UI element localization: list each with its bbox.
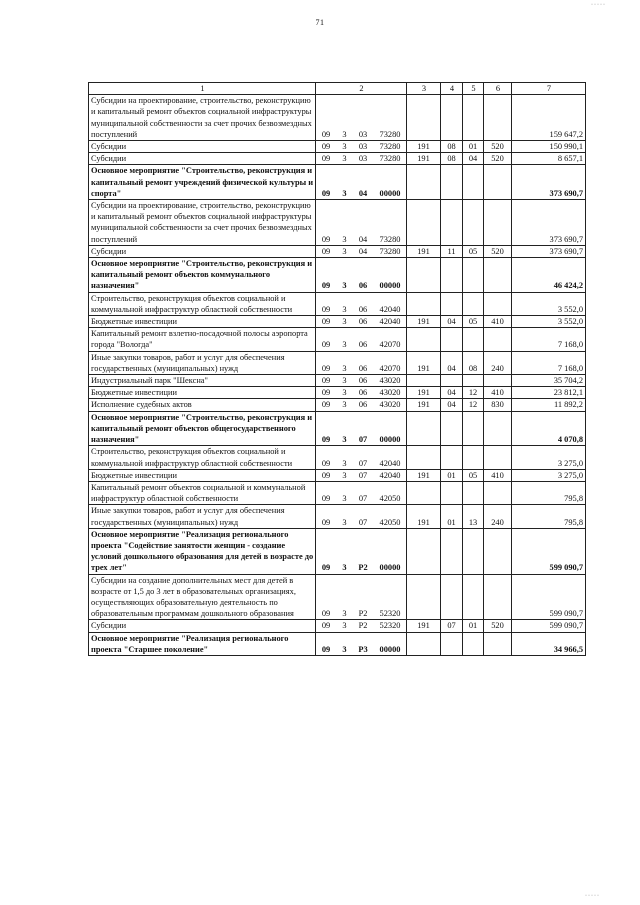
program-code: 09: [316, 245, 337, 257]
expense-type-code: [484, 292, 512, 315]
column-header-2: 2: [316, 83, 407, 95]
section-code: [441, 375, 463, 387]
expense-type-code: 830: [484, 399, 512, 411]
measure-code: 07: [353, 411, 374, 446]
expense-type-code: 410: [484, 387, 512, 399]
measure-code: 04: [353, 165, 374, 200]
subsection-code: 13: [463, 505, 484, 528]
measure-code: P2: [353, 574, 374, 620]
subsection-code: [463, 481, 484, 504]
program-code: 09: [316, 469, 337, 481]
scan-mark-top: ·····: [591, 2, 606, 8]
row-amount: 3 552,0: [512, 292, 586, 315]
subprogram-code: 3: [337, 505, 353, 528]
section-code: [441, 95, 463, 141]
row-name: Бюджетные инвестиции: [89, 387, 316, 399]
measure-code: 06: [353, 258, 374, 293]
direction-code: 42050: [374, 505, 407, 528]
section-code: [441, 328, 463, 351]
grbs-code: [407, 258, 441, 293]
table-row-main-measure: [89, 258, 586, 293]
table-row: [89, 141, 586, 153]
expense-type-code: 410: [484, 469, 512, 481]
row-amount: 23 812,1: [512, 387, 586, 399]
section-code: [441, 411, 463, 446]
grbs-code: 191: [407, 351, 441, 374]
table-row: [89, 328, 586, 351]
program-code: 09: [316, 632, 337, 655]
row-name: Субсидии: [89, 620, 316, 632]
table-row: [89, 574, 586, 620]
direction-code: 43020: [374, 375, 407, 387]
row-name: Строительство, реконструкция объектов социальной и коммунальной инфраструктур областной собственности: [89, 446, 316, 469]
row-name: Субсидии: [89, 245, 316, 257]
program-code: 09: [316, 351, 337, 374]
row-name: Основное мероприятие "Строительство, реконструкция и капитальный ремонт объектов общегосударственного назначения": [89, 411, 316, 446]
subsection-code: 04: [463, 153, 484, 165]
row-amount: 599 090,7: [512, 574, 586, 620]
expense-type-code: [484, 481, 512, 504]
grbs-code: [407, 375, 441, 387]
row-name: Капитальный ремонт объектов социальной и коммунальной инфраструктур областной собственности: [89, 481, 316, 504]
program-code: 09: [316, 411, 337, 446]
grbs-code: [407, 632, 441, 655]
measure-code: 06: [353, 387, 374, 399]
row-amount: 8 657,1: [512, 153, 586, 165]
direction-code: 42070: [374, 351, 407, 374]
section-code: 11: [441, 245, 463, 257]
direction-code: 00000: [374, 632, 407, 655]
row-amount: 159 647,2: [512, 95, 586, 141]
row-name: Исполнение судебных актов: [89, 399, 316, 411]
program-code: 09: [316, 574, 337, 620]
section-code: [441, 258, 463, 293]
section-code: 07: [441, 620, 463, 632]
row-name: Субсидии на проектирование, строительство, реконструкцию и капитальный ремонт объектов социальной инфраструктуры муниципальной собственности за счет прочих безвозмездных поступлений: [89, 200, 316, 246]
measure-code: 04: [353, 200, 374, 246]
column-header-6: 6: [484, 83, 512, 95]
section-code: 04: [441, 387, 463, 399]
subsection-code: 08: [463, 351, 484, 374]
subprogram-code: 3: [337, 620, 353, 632]
direction-code: 73280: [374, 95, 407, 141]
measure-code: P2: [353, 620, 374, 632]
program-code: 09: [316, 165, 337, 200]
measure-code: 06: [353, 351, 374, 374]
subsection-code: [463, 328, 484, 351]
measure-code: 06: [353, 328, 374, 351]
subprogram-code: 3: [337, 411, 353, 446]
row-name: Субсидии на проектирование, строительство, реконструкцию и капитальный ремонт объектов социальной инфраструктуры муниципальной собственности за счет прочих безвозмездных поступлений: [89, 95, 316, 141]
section-code: [441, 481, 463, 504]
measure-code: 06: [353, 375, 374, 387]
direction-code: 42040: [374, 446, 407, 469]
row-amount: 150 990,1: [512, 141, 586, 153]
expense-type-code: 520: [484, 153, 512, 165]
measure-code: 04: [353, 245, 374, 257]
scan-mark-bottom: ·····: [585, 893, 600, 899]
row-name: Основное мероприятие "Реализация регионального проекта "Содействие занятости женщин - создание условий дошкольного образования для детей в возрасте до трех лет": [89, 528, 316, 574]
table-row: [89, 446, 586, 469]
section-code: 01: [441, 469, 463, 481]
direction-code: 73280: [374, 245, 407, 257]
row-amount: 34 966,5: [512, 632, 586, 655]
direction-code: 73280: [374, 141, 407, 153]
grbs-code: 191: [407, 505, 441, 528]
subsection-code: [463, 258, 484, 293]
program-code: 09: [316, 505, 337, 528]
row-amount: 35 704,2: [512, 375, 586, 387]
budget-table: [88, 82, 586, 656]
grbs-code: 191: [407, 153, 441, 165]
direction-code: 00000: [374, 411, 407, 446]
grbs-code: [407, 292, 441, 315]
row-name: Бюджетные инвестиции: [89, 316, 316, 328]
grbs-code: [407, 481, 441, 504]
table-body: [89, 83, 586, 656]
row-name: Индустриальный парк "Шексна": [89, 375, 316, 387]
subprogram-code: 3: [337, 574, 353, 620]
subsection-code: 05: [463, 469, 484, 481]
row-name: Иные закупки товаров, работ и услуг для обеспечения государственных (муниципальных) нужд: [89, 351, 316, 374]
table-row: [89, 245, 586, 257]
program-code: 09: [316, 387, 337, 399]
program-code: 09: [316, 292, 337, 315]
measure-code: 07: [353, 481, 374, 504]
row-amount: 373 690,7: [512, 245, 586, 257]
subsection-code: [463, 446, 484, 469]
expense-type-code: [484, 258, 512, 293]
direction-code: 73280: [374, 153, 407, 165]
table-row: [89, 200, 586, 246]
section-code: [441, 165, 463, 200]
measure-code: 03: [353, 141, 374, 153]
grbs-code: [407, 574, 441, 620]
subprogram-code: 3: [337, 387, 353, 399]
row-name: Капитальный ремонт взлетно-посадочной полосы аэропорта города "Вологда": [89, 328, 316, 351]
section-code: [441, 200, 463, 246]
subprogram-code: 3: [337, 481, 353, 504]
subsection-code: 12: [463, 387, 484, 399]
column-header-1: 1: [89, 83, 316, 95]
program-code: 09: [316, 258, 337, 293]
row-amount: 795,8: [512, 505, 586, 528]
grbs-code: 191: [407, 399, 441, 411]
subsection-code: [463, 375, 484, 387]
subprogram-code: 3: [337, 399, 353, 411]
measure-code: P2: [353, 528, 374, 574]
expense-type-code: [484, 165, 512, 200]
program-code: 09: [316, 399, 337, 411]
expense-type-code: 520: [484, 245, 512, 257]
direction-code: 52320: [374, 574, 407, 620]
direction-code: 43020: [374, 399, 407, 411]
table-row-main-measure: [89, 632, 586, 655]
subsection-code: 05: [463, 245, 484, 257]
table-row: [89, 505, 586, 528]
section-code: 04: [441, 351, 463, 374]
row-amount: 7 168,0: [512, 328, 586, 351]
grbs-code: [407, 200, 441, 246]
grbs-code: 191: [407, 469, 441, 481]
grbs-code: [407, 446, 441, 469]
direction-code: 42040: [374, 316, 407, 328]
subsection-code: [463, 200, 484, 246]
program-code: 09: [316, 375, 337, 387]
expense-type-code: [484, 574, 512, 620]
subsection-code: [463, 632, 484, 655]
direction-code: 43020: [374, 387, 407, 399]
measure-code: 06: [353, 292, 374, 315]
section-code: 08: [441, 153, 463, 165]
direction-code: 42040: [374, 292, 407, 315]
direction-code: 52320: [374, 620, 407, 632]
table-row: [89, 375, 586, 387]
section-code: [441, 574, 463, 620]
section-code: 08: [441, 141, 463, 153]
expense-type-code: 410: [484, 316, 512, 328]
subprogram-code: 3: [337, 245, 353, 257]
row-amount: 599 090,7: [512, 620, 586, 632]
direction-code: 00000: [374, 258, 407, 293]
program-code: 09: [316, 316, 337, 328]
expense-type-code: 240: [484, 351, 512, 374]
row-name: Субсидии на создание дополнительных мест для детей в возрасте от 1,5 до 3 лет в образовательных организациях, осуществляющих образовательную деятельность по образовательным программам дошкольного образования: [89, 574, 316, 620]
table-row-main-measure: [89, 411, 586, 446]
program-code: 09: [316, 620, 337, 632]
row-name: Субсидии: [89, 153, 316, 165]
table-row: [89, 620, 586, 632]
grbs-code: 191: [407, 316, 441, 328]
measure-code: 03: [353, 153, 374, 165]
direction-code: 42040: [374, 469, 407, 481]
row-amount: 4 070,8: [512, 411, 586, 446]
row-name: Основное мероприятие "Строительство, реконструкция и капитальный ремонт учреждений физической культуры и спорта": [89, 165, 316, 200]
row-name: Основное мероприятие "Реализация регионального проекта "Старшее поколение": [89, 632, 316, 655]
column-header-4: 4: [441, 83, 463, 95]
subsection-code: 05: [463, 316, 484, 328]
grbs-code: 191: [407, 245, 441, 257]
measure-code: 07: [353, 446, 374, 469]
subprogram-code: 3: [337, 165, 353, 200]
direction-code: 42070: [374, 328, 407, 351]
row-amount: 11 892,2: [512, 399, 586, 411]
subprogram-code: 3: [337, 375, 353, 387]
grbs-code: [407, 411, 441, 446]
column-header-3: 3: [407, 83, 441, 95]
subsection-code: 12: [463, 399, 484, 411]
subsection-code: [463, 574, 484, 620]
subprogram-code: 3: [337, 200, 353, 246]
expense-type-code: 520: [484, 620, 512, 632]
grbs-code: 191: [407, 620, 441, 632]
table-row-main-measure: [89, 528, 586, 574]
program-code: 09: [316, 153, 337, 165]
subsection-code: [463, 411, 484, 446]
table-row: [89, 153, 586, 165]
table-row: [89, 469, 586, 481]
grbs-code: 191: [407, 141, 441, 153]
measure-code: P3: [353, 632, 374, 655]
subprogram-code: 3: [337, 292, 353, 315]
program-code: 09: [316, 95, 337, 141]
section-code: [441, 632, 463, 655]
program-code: 09: [316, 528, 337, 574]
table-row: [89, 316, 586, 328]
grbs-code: 191: [407, 387, 441, 399]
subprogram-code: 3: [337, 469, 353, 481]
table-header-row: [89, 83, 586, 95]
row-name: Субсидии: [89, 141, 316, 153]
expense-type-code: [484, 375, 512, 387]
table-row: [89, 95, 586, 141]
subprogram-code: 3: [337, 153, 353, 165]
expense-type-code: 240: [484, 505, 512, 528]
direction-code: 00000: [374, 165, 407, 200]
row-amount: 795,8: [512, 481, 586, 504]
table-row: [89, 351, 586, 374]
section-code: [441, 292, 463, 315]
subsection-code: [463, 95, 484, 141]
section-code: [441, 528, 463, 574]
grbs-code: [407, 328, 441, 351]
program-code: 09: [316, 141, 337, 153]
subsection-code: [463, 165, 484, 200]
subsection-code: 01: [463, 620, 484, 632]
subprogram-code: 3: [337, 351, 353, 374]
expense-type-code: [484, 95, 512, 141]
measure-code: 06: [353, 399, 374, 411]
expense-type-code: [484, 328, 512, 351]
row-amount: 46 424,2: [512, 258, 586, 293]
direction-code: 73280: [374, 200, 407, 246]
row-amount: 373 690,7: [512, 165, 586, 200]
direction-code: 42050: [374, 481, 407, 504]
subprogram-code: 3: [337, 446, 353, 469]
row-amount: 373 690,7: [512, 200, 586, 246]
table-row: [89, 399, 586, 411]
grbs-code: [407, 528, 441, 574]
row-amount: 599 090,7: [512, 528, 586, 574]
row-name: Бюджетные инвестиции: [89, 469, 316, 481]
subprogram-code: 3: [337, 316, 353, 328]
row-name: Строительство, реконструкция объектов социальной и коммунальной инфраструктур областной собственности: [89, 292, 316, 315]
expense-type-code: [484, 528, 512, 574]
column-header-5: 5: [463, 83, 484, 95]
section-code: 01: [441, 505, 463, 528]
grbs-code: [407, 95, 441, 141]
expense-type-code: 520: [484, 141, 512, 153]
section-code: 04: [441, 399, 463, 411]
measure-code: 03: [353, 95, 374, 141]
program-code: 09: [316, 328, 337, 351]
subsection-code: [463, 528, 484, 574]
grbs-code: [407, 165, 441, 200]
program-code: 09: [316, 200, 337, 246]
measure-code: 07: [353, 505, 374, 528]
table-row: [89, 292, 586, 315]
expense-type-code: [484, 446, 512, 469]
row-amount: 3 275,0: [512, 446, 586, 469]
subprogram-code: 3: [337, 258, 353, 293]
subsection-code: 01: [463, 141, 484, 153]
program-code: 09: [316, 481, 337, 504]
subprogram-code: 3: [337, 95, 353, 141]
measure-code: 06: [353, 316, 374, 328]
section-code: 04: [441, 316, 463, 328]
measure-code: 07: [353, 469, 374, 481]
direction-code: 00000: [374, 528, 407, 574]
table-row: [89, 387, 586, 399]
section-code: [441, 446, 463, 469]
table-row-main-measure: [89, 165, 586, 200]
subprogram-code: 3: [337, 141, 353, 153]
row-name: Иные закупки товаров, работ и услуг для обеспечения государственных (муниципальных) нужд: [89, 505, 316, 528]
subsection-code: [463, 292, 484, 315]
subprogram-code: 3: [337, 528, 353, 574]
row-amount: 7 168,0: [512, 351, 586, 374]
row-amount: 3 552,0: [512, 316, 586, 328]
subprogram-code: 3: [337, 632, 353, 655]
expense-type-code: [484, 411, 512, 446]
table-row: [89, 481, 586, 504]
program-code: 09: [316, 446, 337, 469]
page-number: 71: [315, 18, 325, 27]
row-name: Основное мероприятие "Строительство, реконструкция и капитальный ремонт объектов коммунального назначения": [89, 258, 316, 293]
expense-type-code: [484, 200, 512, 246]
column-header-7: 7: [512, 83, 586, 95]
subprogram-code: 3: [337, 328, 353, 351]
row-amount: 3 275,0: [512, 469, 586, 481]
expense-type-code: [484, 632, 512, 655]
